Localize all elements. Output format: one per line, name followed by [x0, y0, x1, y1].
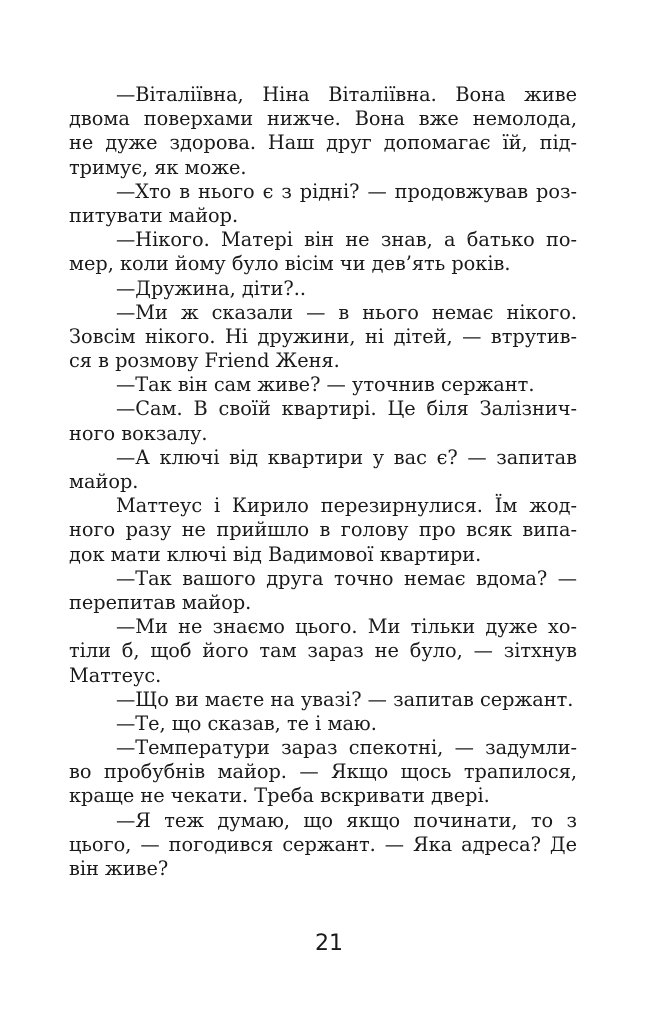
text-line: ного вокзалу.	[69, 421, 208, 445]
text-line: —Нікого. Матері він не знав, а батько по-	[116, 228, 577, 252]
text-line: майор.	[69, 470, 139, 493]
text-line: тіли б, щоб його там зараз не було, — зітхнув	[69, 639, 577, 663]
text-line: мер, коли йому було вісім чи дев’ять років.	[69, 252, 511, 276]
text-line: —Я теж думаю, що якщо починати, то з	[116, 808, 577, 832]
text-line: тримує, як може.	[69, 155, 247, 179]
text-line: —Ми ж сказали — в нього немає нікого.	[116, 300, 577, 324]
text-line: Маттеус.	[69, 663, 162, 687]
text-line: —Що ви маєте на увазі? — запитав сержант.	[116, 687, 574, 711]
text-line: —Ми не знаємо цього. Ми тільки дуже хо-	[116, 615, 577, 639]
text-line: перепитав майор.	[69, 590, 252, 614]
text-line: ся в розмову Friend Женя.	[69, 349, 340, 373]
text-line: —Те, що сказав, те і маю.	[116, 711, 377, 735]
text-line: ного разу не прийшло в голову про всяк випа-	[69, 518, 577, 542]
body-text	[69, 83, 577, 881]
text-line: краще не чекати. Треба вскривати двері.	[69, 784, 490, 808]
text-line: цього, — погодився сержант. — Яка адреса? Де	[69, 832, 577, 856]
text-line: Маттеус і Кирило перезирнулися. Їм жод-	[116, 494, 577, 518]
text-line: —Сам. В своїй квартирі. Це біля Залізнич-	[116, 397, 577, 421]
text-line: —Хто в нього є з рідні? — продовжував роз-	[116, 179, 577, 203]
text-line: він живе?	[69, 857, 169, 880]
text-line: —Дружина, діти?..	[116, 276, 306, 300]
text-line: двома поверхами нижче. Вона вже немолода,	[69, 107, 577, 131]
text-line: питувати майор.	[69, 203, 239, 227]
text-line: —Віталіївна, Ніна Віталіївна. Вона живе	[116, 83, 577, 106]
text-line: во пробубнів майор. — Якщо щось трапилося,	[69, 760, 577, 784]
page-number: 21	[315, 931, 343, 956]
text-line: док мати ключі від Вадимової квартири.	[69, 542, 482, 566]
text-line: Зовсім нікого. Ні дружини, ні дітей, — втрутив-	[69, 324, 577, 348]
text-line: —Температури зараз спекотні, — задумли-	[116, 736, 577, 760]
text-line: не дуже здорова. Наш друг допомагає їй, під-	[69, 131, 577, 155]
text-line: —Так вашого друга точно немає вдома? —	[116, 566, 577, 590]
text-line: —Так він сам живе? — уточнив сержант.	[116, 373, 535, 397]
text-line: —А ключі від квартири у вас є? — запитав	[116, 445, 577, 469]
